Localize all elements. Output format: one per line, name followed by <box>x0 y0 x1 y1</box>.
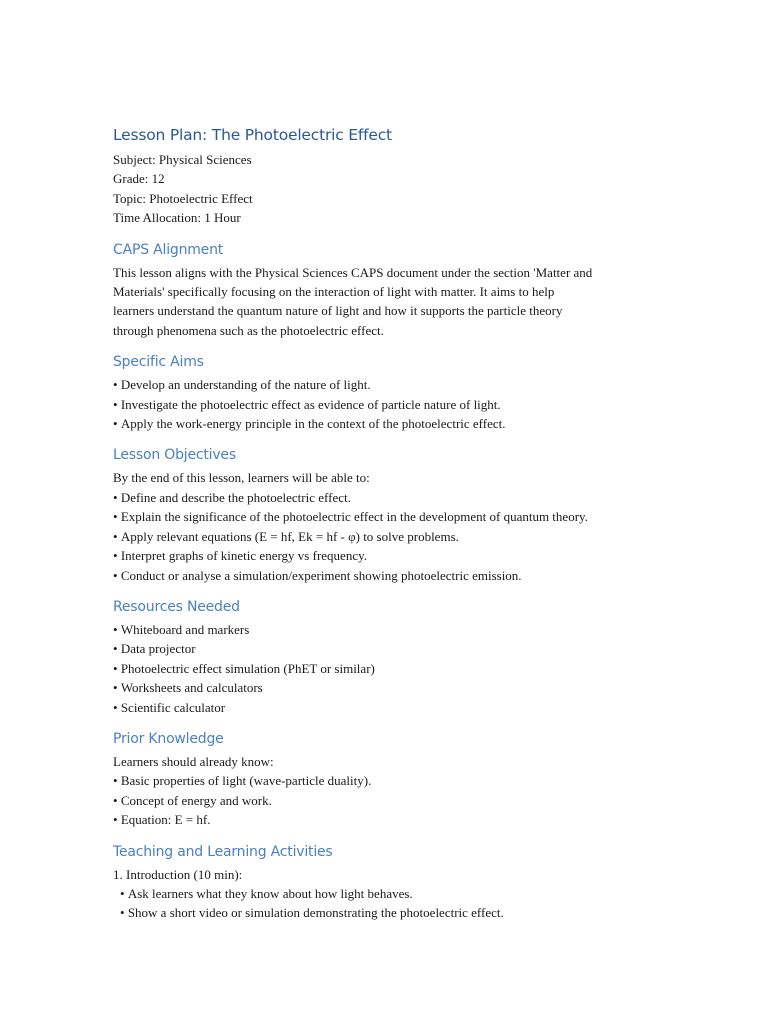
lesson-meta <box>113 150 673 228</box>
prior-list <box>113 752 673 830</box>
aims-list <box>113 375 673 433</box>
prior-heading: Prior Knowledge <box>113 730 224 747</box>
resources-heading: Resources Needed <box>113 598 240 615</box>
resources-list <box>113 620 673 717</box>
list-item: • Data projector <box>113 639 673 658</box>
aims-heading: Specific Aims <box>113 354 204 371</box>
objectives-intro: By the end of this lesson, learners will be able to: <box>113 470 370 486</box>
objectives-list <box>113 468 673 584</box>
list-item: • Develop an understanding of the nature of light. <box>113 375 673 394</box>
list-item: • Interpret graphs of kinetic energy vs frequency. <box>113 546 673 565</box>
list-item: • Investigate the photoelectric effect as evidence of particle nature of light. <box>113 395 673 414</box>
list-item: • Basic properties of light (wave-particle duality). <box>113 771 673 790</box>
caps-line: Materials' specifically focusing on the interaction of light with matter. It aims to help <box>113 284 555 300</box>
activities-list <box>113 865 673 923</box>
meta-subject: Subject: Physical Sciences <box>113 152 252 167</box>
meta-time: Time Allocation: 1 Hour <box>113 210 241 226</box>
caps-heading: CAPS Alignment <box>113 241 224 258</box>
list-item: • Equation: E = hf. <box>113 810 673 829</box>
list-item: • Show a short video or simulation demonstrating the photoelectric effect. <box>113 903 673 922</box>
list-item: • Apply the work-energy principle in the context of the photoelectric effect. <box>113 414 673 433</box>
list-item: • Worksheets and calculators <box>113 678 673 697</box>
objectives-heading: Lesson Objectives <box>113 447 236 464</box>
meta-topic: Topic: Photoelectric Effect <box>113 190 253 206</box>
list-item: • Apply relevant equations (E = hf, Ek = hf - φ) to solve problems. <box>113 527 673 546</box>
page-title: Lesson Plan: The Photoelectric Effect <box>113 126 392 144</box>
caps-paragraph <box>113 263 673 341</box>
list-item: • Concept of energy and work. <box>113 791 673 810</box>
list-item: • Ask learners what they know about how light behaves. <box>113 884 673 903</box>
caps-line: learners understand the quantum nature of light and how it supports the particle theory <box>113 303 563 319</box>
list-item: • Photoelectric effect simulation (PhET or similar) <box>113 659 673 678</box>
document-body <box>113 124 673 923</box>
prior-intro: Learners should already know: <box>113 753 274 769</box>
meta-grade: Grade: 12 <box>113 171 165 187</box>
list-item: • Explain the significance of the photoelectric effect in the development of quantum theory. <box>113 507 673 526</box>
list-item: • Conduct or analyse a simulation/experiment showing photoelectric emission. <box>113 566 673 585</box>
caps-line: through phenomena such as the photoelectric effect. <box>113 322 384 338</box>
caps-line: This lesson aligns with the Physical Sciences CAPS document under the section 'Matter and <box>113 264 593 280</box>
activity-step: 1. Introduction (10 min): <box>113 866 243 882</box>
list-item: • Scientific calculator <box>113 698 673 717</box>
list-item: • Whiteboard and markers <box>113 620 673 639</box>
activities-heading: Teaching and Learning Activities <box>113 843 333 860</box>
list-item: • Define and describe the photoelectric effect. <box>113 488 673 507</box>
